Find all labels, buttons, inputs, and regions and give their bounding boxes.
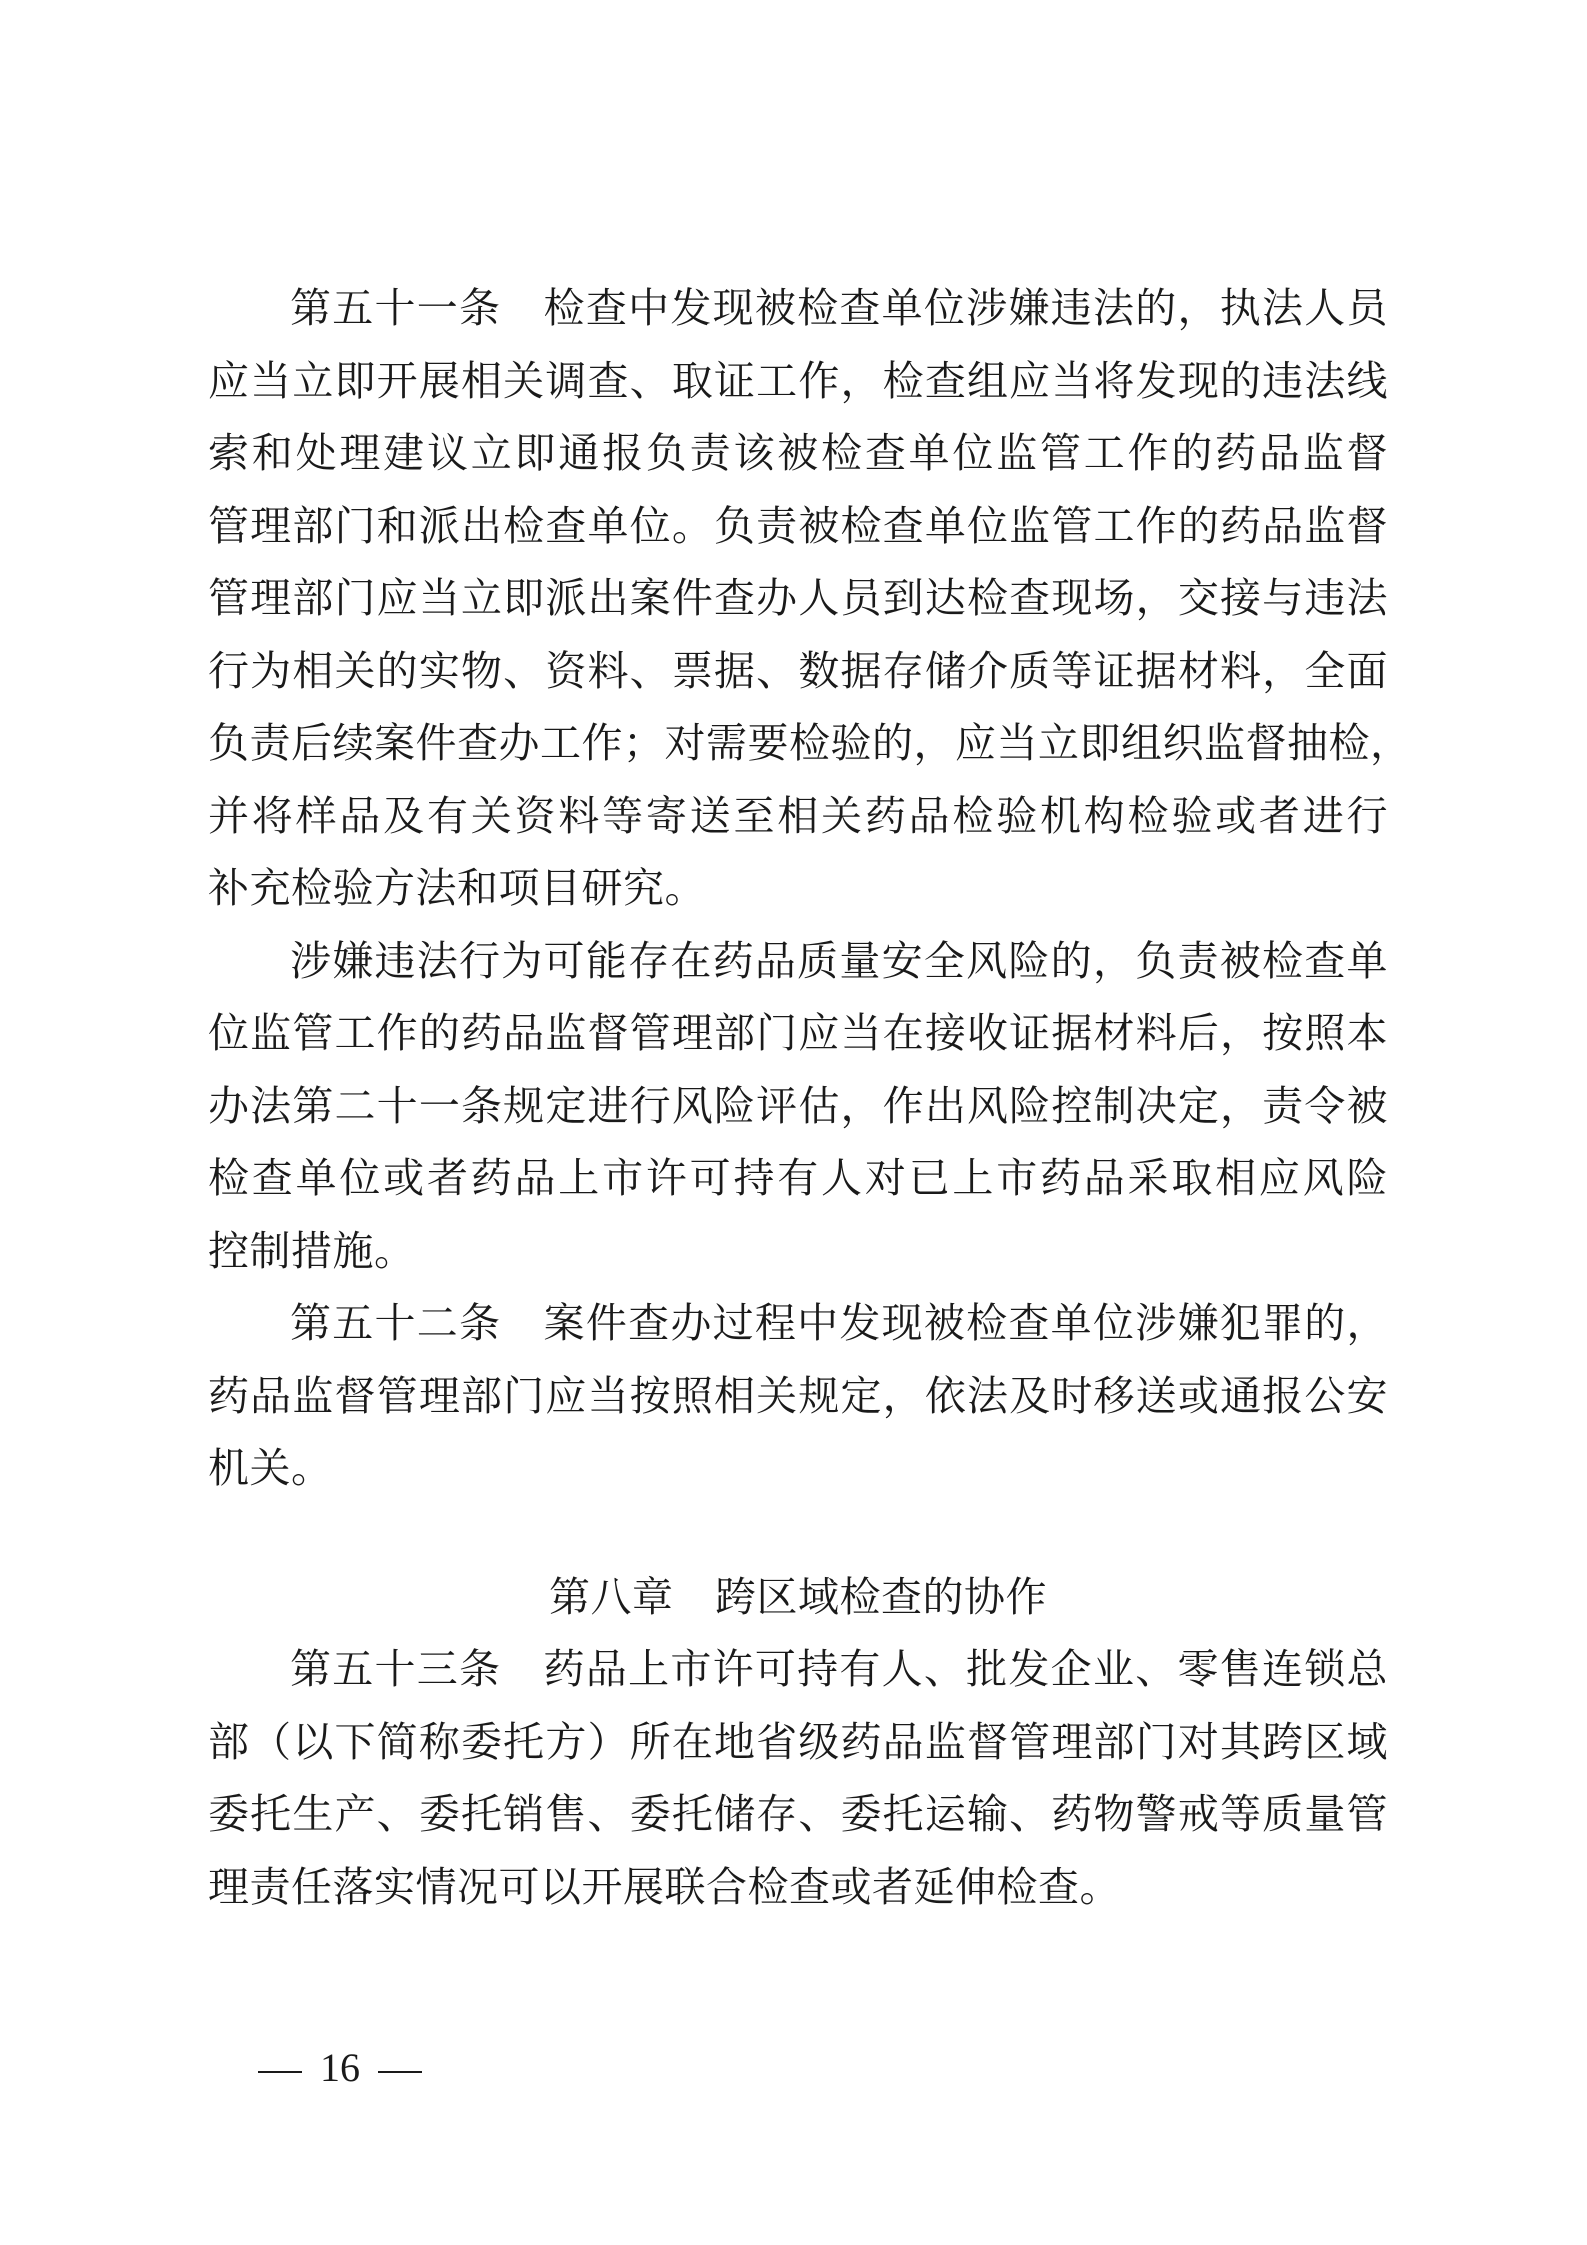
- page-footer: [240, 2038, 440, 2098]
- text-line: 负责后续案件查办工作；对需要检验的，应当立即组织监督抽检，: [208, 719, 1412, 767]
- text-line: 应当立即开展相关调查、取证工作，检查组应当将发现的违法线: [208, 356, 1388, 405]
- text-line: 管理部门应当立即派出案件查办人员到达检查现场，交接与违法: [208, 574, 1388, 622]
- text-line: 位监管工作的药品监督管理部门应当在接收证据材料后，按照本: [208, 1009, 1388, 1057]
- text-line: 行为相关的实物、资料、票据、数据存储介质等证据材料，全面: [208, 646, 1388, 695]
- chapter-heading: 第八章 跨区域检查的协作: [549, 1572, 1047, 1621]
- text-line: 第五十二条 案件查办过程中发现被检查单位涉嫌犯罪的，: [290, 1299, 1388, 1347]
- article-52-paragraph: [208, 1287, 1388, 1505]
- text-line: 药品监督管理部门应当按照相关规定，依法及时移送或通报公安: [208, 1371, 1388, 1420]
- text-line: 理责任落实情况可以开展联合检查或者延伸检查。: [208, 1862, 1121, 1911]
- page-body: [208, 272, 1412, 1923]
- page-number: 16: [320, 2045, 360, 2090]
- text-line: 机关。: [208, 1444, 333, 1492]
- text-line: 委托生产、委托销售、委托储存、委托运输、药物警戒等质量管: [208, 1790, 1388, 1838]
- article-51-paragraph: [208, 272, 1412, 925]
- text-line: 第五十三条 药品上市许可持有人、批发企业、零售连锁总: [290, 1645, 1388, 1693]
- text-line: 并将样品及有关资料等寄送至相关药品检验机构检验或者进行: [208, 791, 1388, 840]
- chapter-spacer: [208, 1505, 1388, 1561]
- text-line: 控制措施。: [208, 1226, 416, 1275]
- footer-dash-left: [258, 2071, 302, 2073]
- article-53-paragraph: [208, 1633, 1388, 1923]
- text-line: 第五十一条 检查中发现被检查单位涉嫌违法的，执法人员: [290, 284, 1388, 332]
- text-line: 补充检验方法和项目研究。: [208, 864, 706, 912]
- text-line: 管理部门和派出检查单位。负责被检查单位监管工作的药品监督: [208, 501, 1388, 550]
- footer-dash-right: [378, 2071, 422, 2073]
- text-line: 涉嫌违法行为可能存在药品质量安全风险的，负责被检查单: [290, 936, 1388, 985]
- text-line: 检查单位或者药品上市许可持有人对已上市药品采取相应风险: [208, 1154, 1388, 1202]
- article-51-second-paragraph: [208, 925, 1388, 1288]
- text-line: 索和处理建议立即通报负责该被检查单位监管工作的药品监督: [208, 429, 1388, 477]
- text-line: 部（以下简称委托方）所在地省级药品监督管理部门对其跨区域: [208, 1717, 1388, 1766]
- text-line: 办法第二十一条规定进行风险评估，作出风险控制决定，责令被: [208, 1081, 1388, 1130]
